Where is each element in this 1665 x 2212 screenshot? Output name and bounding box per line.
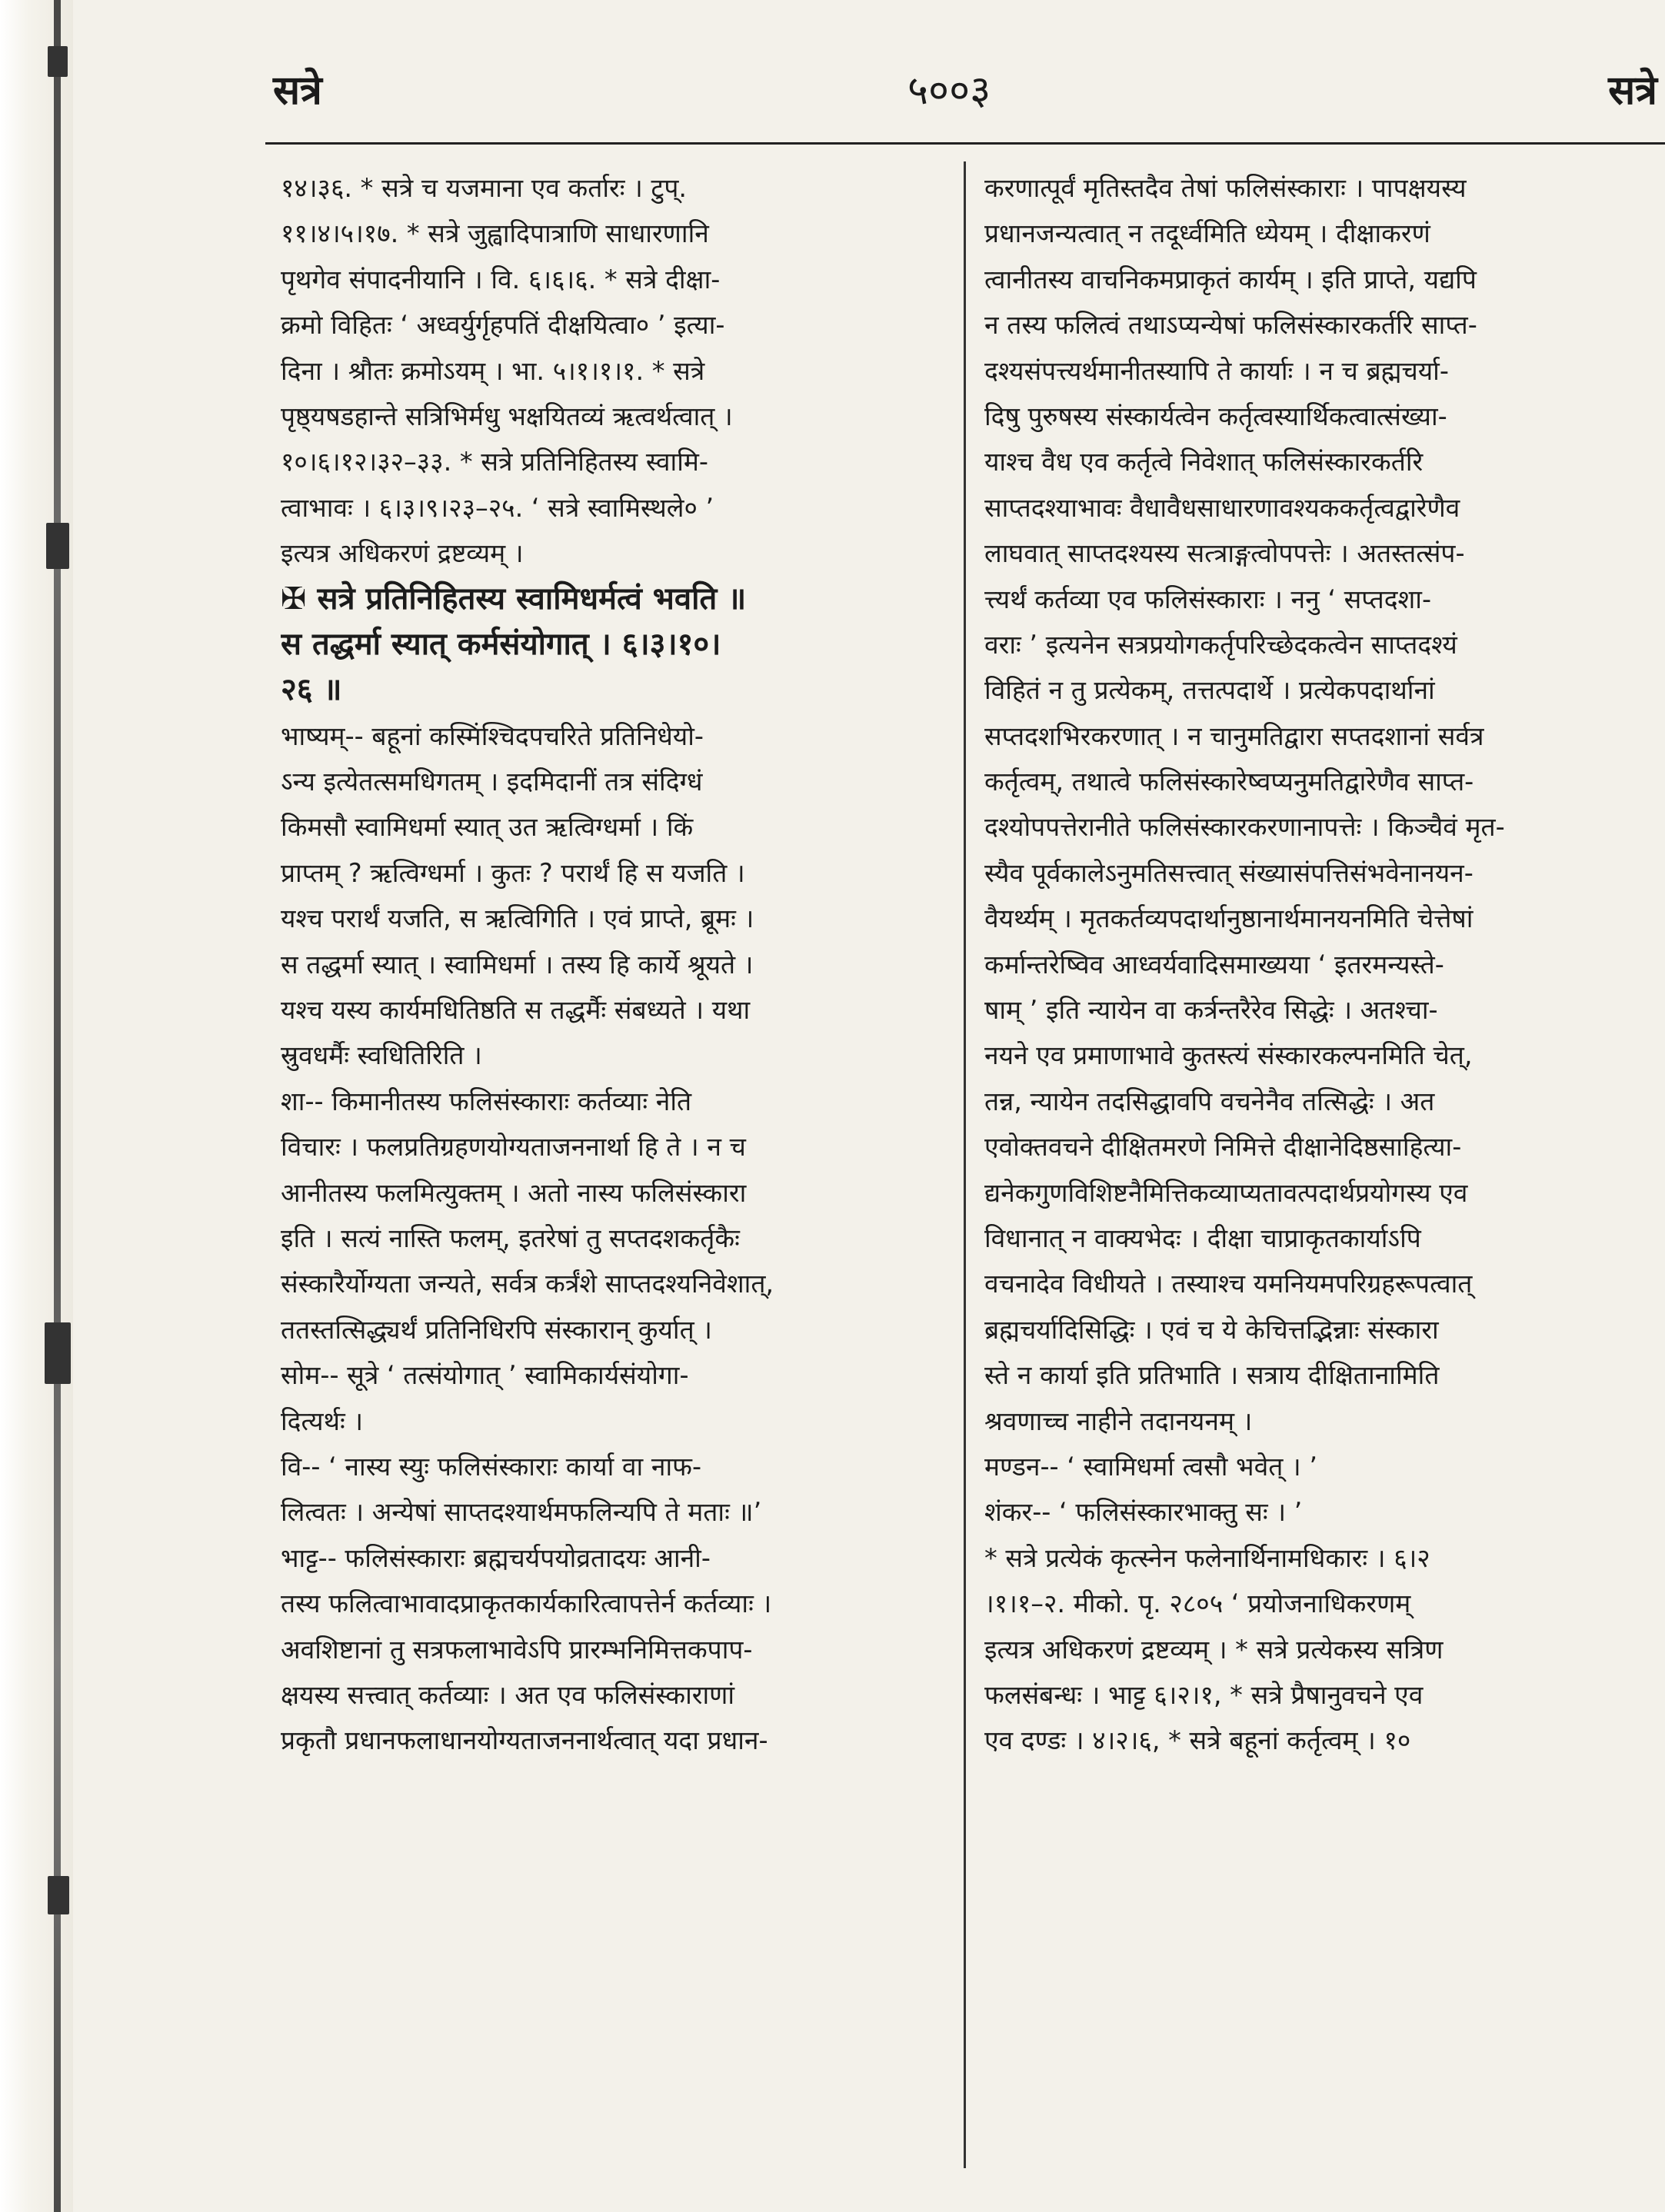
text-line: क्षयस्य सत्त्वात् कर्तव्याः । अत एव फलिसंस्काराणां <box>281 1679 735 1710</box>
text-line: इति । सत्यं नास्ति फलम्, इतरेषां तु सप्तदशकर्तृकैः <box>281 1222 740 1253</box>
text-line: फलसंबन्धः । भाट्ट ६।२।१, * सत्रे प्रैषानुवचने एव <box>984 1679 1424 1710</box>
text-line: इत्यत्र अधिकरणं द्रष्टव्यम् । * सत्रे प्रत्येकस्य सत्रिण <box>984 1634 1444 1665</box>
text-line: ।१।१–२. मीको. पृ. २८०५ ‘ प्रयोजनाधिकरणम् <box>984 1588 1411 1619</box>
right-column <box>984 165 1665 1764</box>
text-line: यश्च परार्थं यजति, स ऋत्विगिति । एवं प्राप्ते, ब्रूमः । <box>281 903 754 934</box>
binding-mark <box>45 1322 71 1384</box>
text-line: ब्रह्मचर्यादिसिद्धिः । एवं च ये केचित्तद्भिन्नाः संस्कारा <box>984 1314 1439 1345</box>
text-line: वचनादेव विधीयते । तस्याश्च यमनियमपरिग्रहरूपत्वात् <box>984 1269 1473 1299</box>
text-line: दश्यसंपत्त्यर्थमानीतस्यापि ते कार्याः । न च ब्रह्मचर्या- <box>984 355 1449 386</box>
text-line: दश्योपपत्तेरानीते फलिसंस्कारकरणानापत्तेः । किञ्चैवं मृत- <box>984 812 1505 843</box>
text-line: त्वानीतस्य वाचनिकमप्राकृतं कार्यम् । इति प्राप्ते, यद्यपि <box>984 264 1477 294</box>
text-line: क्रमो विहितः ‘ अध्वर्युर्गृहपतिं दीक्षयित्वा० ’ इत्या- <box>281 310 725 341</box>
text-line: तन्न, न्यायेन तदसिद्धावपि वचनेनैव तत्सिद्धेः । अत <box>984 1086 1435 1116</box>
text-line: कर्तृत्वम्, तथात्वे फलिसंस्कारेष्वप्यनुमतिद्वारेणैव साप्त- <box>984 767 1474 797</box>
text-line: स्यैव पूर्वकालेऽनुमतिसत्त्वात् संख्यासंपत्तिसंभवेनानयन- <box>984 857 1474 888</box>
text-line: ततस्तत्सिद्ध्यर्थं प्रतिनिधिरपि संस्कारान् कुर्यात् । <box>281 1314 713 1345</box>
text-line: भाट्ट-- फलिसंस्काराः ब्रह्मचर्यपयोव्रतादयः आनी- <box>281 1542 711 1573</box>
text-line: न तस्य फलित्वं तथाऽप्यन्येषां फलिसंस्कारकर्तरि साप्त- <box>984 310 1477 341</box>
page-number: ५००३ <box>907 68 991 114</box>
text-line: सप्तदशभिरकरणात् । न चानुमतिद्वारा सप्तदशानां सर्वत्र <box>984 720 1484 751</box>
text-line: श्रवणाच्च नाहीने तदानयनम् । <box>984 1405 1253 1436</box>
text-line: दिषु पुरुषस्य संस्कार्यत्वेन कर्तृत्वस्यार्थिकत्वात्संख्या- <box>984 401 1447 431</box>
text-line: लाघवात् साप्तदश्यस्य सत्त्राङ्गत्वोपपत्तेः । अतस्तत्संप- <box>984 538 1465 569</box>
text-line: ✠ सत्रे प्रतिनिहितस्य स्वामिधर्मत्वं भवति ॥ <box>281 580 747 617</box>
text-line: एव दण्डः । ४।२।६, * सत्रे बहूनां कर्तृत्वम् । १० <box>984 1725 1411 1756</box>
binding-mark <box>48 1876 69 1914</box>
text-line: वराः ’ इत्यनेन सत्रप्रयोगकर्तृपरिच्छेदकत्वेन साप्तदश्यं <box>984 629 1457 660</box>
text-line: स्रुवधर्मैः स्वधितिरिति । <box>281 1040 482 1071</box>
text-line: स तद्धर्मा स्यात् । स्वामिधर्मा । तस्य हि कार्ये श्रूयते । <box>281 949 754 980</box>
text-line: यश्च यस्य कार्यमधितिष्ठति स तद्धर्मैः संबध्यते । यथा <box>281 995 751 1026</box>
text-line: दित्यर्थः । <box>281 1405 364 1436</box>
text-line: शा-- किमानीतस्य फलिसंस्काराः कर्तव्याः नेति <box>281 1086 692 1116</box>
binding-mark <box>46 523 69 569</box>
text-line: वैयर्थ्यम् । मृतकर्तव्यपदार्थानुष्ठानार्थमानयनमिति चेत्तेषां <box>984 903 1474 934</box>
text-line: विधानात् न वाक्यभेदः । दीक्षा चाप्राकृतकार्याऽपि <box>984 1222 1421 1253</box>
text-line: लित्वतः । अन्येषां साप्तदश्यार्थमफलिन्यपि ते मताः ॥’ <box>281 1497 762 1528</box>
text-line: पृष्ठ्यषडहान्ते सत्रिभिर्मधु भक्षयितव्यं ऋत्वर्थत्वात् । <box>281 401 733 431</box>
running-head-right: सत्रे <box>1608 68 1657 114</box>
text-line: प्रधानजन्यत्वात् न तदूर्ध्वमिति ध्येयम् । दीक्षाकरणं <box>984 218 1430 249</box>
header-rule <box>265 142 1665 145</box>
text-line: साप्तदश्याभावः वैधावैधसाधारणावश्यककर्तृत्वद्वारेणैव <box>984 492 1460 523</box>
text-line: पृथगेव संपादनीयानि । वि. ६।६।६. * सत्रे दीक्षा- <box>281 264 721 294</box>
text-line: मण्डन-- ‘ स्वामिधर्मा त्वसौ भवेत् । ’ <box>984 1451 1317 1482</box>
text-line: भाष्यम्-- बहूनां कस्मिंश्चिदपचरिते प्रतिनिधेयो- <box>281 720 704 751</box>
left-column <box>281 165 948 1764</box>
text-line: स्ते न कार्या इति प्रतिभाति । सत्राय दीक्षितानामिति <box>984 1360 1440 1391</box>
text-line: नयने एव प्रमाणाभावे कुतस्त्यं संस्कारकल्पनमिति चेत्, <box>984 1040 1473 1071</box>
binding-mark <box>48 46 68 77</box>
text-line: याश्च वैध एव कर्तृत्वे निवेशात् फलिसंस्कारकर्तरि <box>984 447 1424 477</box>
text-line: करणात्पूर्वं मृतिस्तदैव तेषां फलिसंस्काराः । पापक्षयस्य <box>984 173 1467 203</box>
text-line: दिना । श्रौतः क्रमोऽयम् । भा. ५।१।१।१. * सत्रे <box>281 355 705 386</box>
text-line: अवशिष्टानां तु सत्रफलाभावेऽपि प्रारम्भनिमित्तकपाप- <box>281 1634 753 1665</box>
text-line: किमसौ स्वामिधर्मा स्यात् उत ऋत्विग्धर्मा । किं <box>281 812 694 843</box>
text-line: १४।३६. * सत्रे च यजमाना एव कर्तारः । टुप्. <box>281 173 688 203</box>
text-line: ऽन्य इत्येतत्समधिगतम् । इदमिदानीं तत्र संदिग्धं <box>281 767 703 797</box>
text-line: द्यनेकगुणविशिष्टनैमित्तिकव्याप्यतावत्पदार्थप्रयोगस्य एव <box>984 1177 1468 1208</box>
column-divider <box>964 161 966 2168</box>
text-line: प्राप्तम् ? ऋत्विग्धर्मा । कुतः ? परार्थं हि स यजति । <box>281 857 745 888</box>
text-line: त्वाभावः । ६।३।९।२३–२५. ‘ सत्रे स्वामिस्थले० ’ <box>281 492 714 523</box>
text-line: ११।४।५।१७. * सत्रे जुह्वादिपात्राणि साधारणानि <box>281 218 709 249</box>
text-line: वि-- ‘ नास्य स्युः फलिसंस्काराः कार्या वा नाफ- <box>281 1451 702 1482</box>
text-line: इत्यत्र अधिकरणं द्रष्टव्यम् । <box>281 538 524 569</box>
running-head-left: सत्रे <box>273 68 322 114</box>
text-line: सोम-- सूत्रे ‘ तत्संयोगात् ’ स्वामिकार्यसंयोगा- <box>281 1360 689 1391</box>
text-line: स तद्धर्मा स्यात् कर्मसंयोगात् । ६।३।१०। <box>281 626 721 662</box>
text-line: प्रकृतौ प्रधानफलाधानयोग्यताजननार्थत्वात् यदा प्रधान- <box>281 1725 768 1756</box>
text-line: विचारः । फलप्रतिग्रहणयोग्यताजननार्था हि ते । न च <box>281 1132 746 1163</box>
text-line: त्त्यर्थं कर्तव्या एव फलिसंस्काराः । ननु ‘ सप्तदशा- <box>984 584 1432 614</box>
text-line: २६ ॥ <box>281 672 342 708</box>
text-line: तस्य फलित्वाभावादप्राकृतकार्यकारित्वापत्तेर्न कर्तव्याः । <box>281 1588 772 1619</box>
text-line: एवोक्तवचने दीक्षितमरणे निमित्ते दीक्षानेदिष्ठसाहित्या- <box>984 1132 1462 1163</box>
text-line: षाम् ’ इति न्यायेन वा कर्त्रन्तरैरेव सिद्धेः । अतश्चा- <box>984 995 1438 1026</box>
text-line: संस्कारैर्योग्यता जन्यते, सर्वत्र कर्त्रंशे साप्तदश्यनिवेशात्, <box>281 1269 774 1299</box>
text-line: कर्मान्तरेष्विव आध्वर्यवादिसमाख्यया ‘ इतरमन्यस्ते- <box>984 949 1444 980</box>
text-line: १०।६।१२।३२–३३. * सत्रे प्रतिनिहितस्य स्वामि- <box>281 447 709 477</box>
text-line: * सत्रे प्रत्येकं कृत्स्नेन फलेनार्थिनामधिकारः । ६।२ <box>984 1542 1430 1573</box>
text-line: विहितं न तु प्रत्येकम्, तत्तत्पदार्थे । प्रत्येकपदार्थानां <box>984 675 1435 706</box>
text-line: आनीतस्य फलमित्युक्तम् । अतो नास्य फलिसंस्कारा <box>281 1177 747 1208</box>
text-line: शंकर-- ‘ फलिसंस्कारभाक्तु सः । ’ <box>984 1497 1303 1528</box>
